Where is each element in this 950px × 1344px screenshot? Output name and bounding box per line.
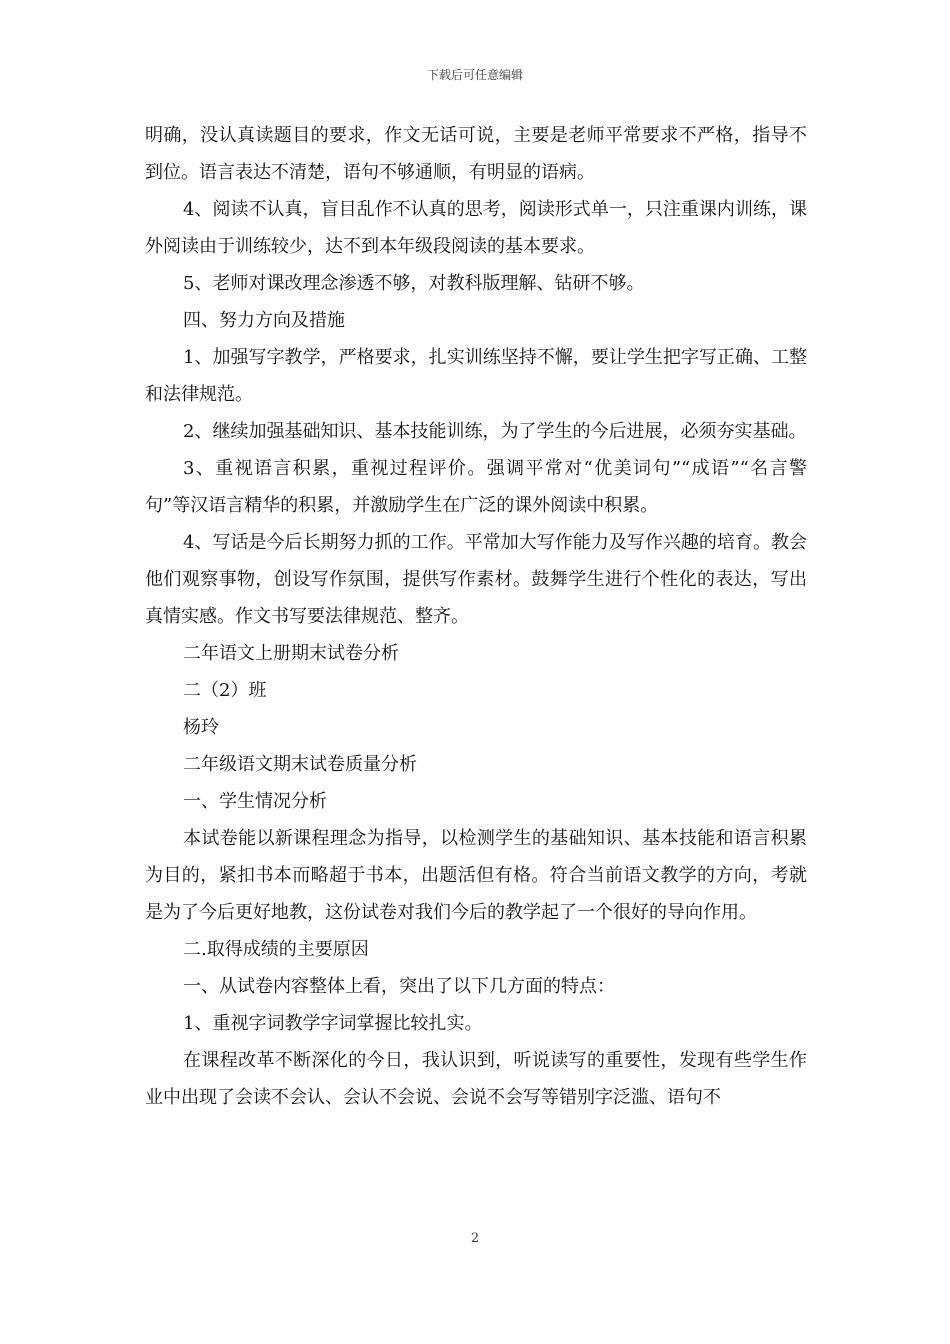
- document-body: [145, 117, 807, 1116]
- paragraph: 4、阅读不认真，盲目乱作不认真的思考，阅读形式单一，只注重课内训练，课外阅读由于训练较少，达不到本年级段阅读的基本要求。: [145, 199, 807, 257]
- section-heading: 四、努力方向及措施: [183, 310, 345, 331]
- paragraph: 在课程改革不断深化的今日，我认识到，听说读写的重要性，发现有些学生作业中出现了会读不会认、会认不会说、会说不会写等错别字泛滥、语句不: [145, 1050, 807, 1108]
- paragraph: 2、继续加强基础知识、基本技能训练，为了学生的今后进展，必须夯实基础。: [183, 421, 807, 442]
- paragraph: 5、老师对课改理念渗透不够，对教科版理解、钻研不够。: [183, 273, 645, 294]
- document-title: 二年语文上册期末试卷分析: [183, 643, 399, 664]
- section-heading: 一、学生情况分析: [183, 791, 327, 812]
- section-heading: 一、从试卷内容整体上看，突出了以下几方面的特点：: [183, 976, 615, 997]
- page-number: 2: [470, 1231, 480, 1246]
- paragraph: 1、加强写字教学，严格要求，扎实训练坚持不懈，要让学生把字写正确、工整和法律规范。: [145, 347, 807, 405]
- document-subtitle: 二年级语文期末试卷质量分析: [183, 754, 417, 775]
- class-label: 二（2）班: [183, 680, 267, 701]
- section-heading: 二.取得成绩的主要原因: [183, 939, 369, 960]
- paragraph: 4、写话是今后长期努力抓的工作。平常加大写作能力及写作兴趣的培育。教会他们观察事物，创设写作氛围，提供写作素材。鼓舞学生进行个性化的表达，写出真情实感。作文书写要法律规范、整齐。: [145, 532, 807, 627]
- paragraph: 明确，没认真读题目的要求，作文无话可说，主要是老师平常要求不严格，指导不到位。语言表达不清楚，语句不够通顺，有明显的语病。: [145, 125, 807, 183]
- page-header: 下载后可任意编辑: [426, 68, 523, 82]
- author-name: 杨玲: [183, 717, 219, 738]
- paragraph: 本试卷能以新课程理念为指导，以检测学生的基础知识、基本技能和语言积累为目的，紧扣书本而略超于书本，出题活但有格。符合当前语文教学的方向，考就是为了今后更好地教，这份试卷对我们今后的教学起了一个很好的导向作用。: [145, 828, 807, 923]
- paragraph: 3、重视语言积累，重视过程评价。强调平常对“优美词句”“成语”“名言警句”等汉语言精华的积累，并激励学生在广泛的课外阅读中积累。: [145, 458, 807, 516]
- paragraph: 1、重视字词教学字词掌握比较扎实。: [183, 1013, 483, 1034]
